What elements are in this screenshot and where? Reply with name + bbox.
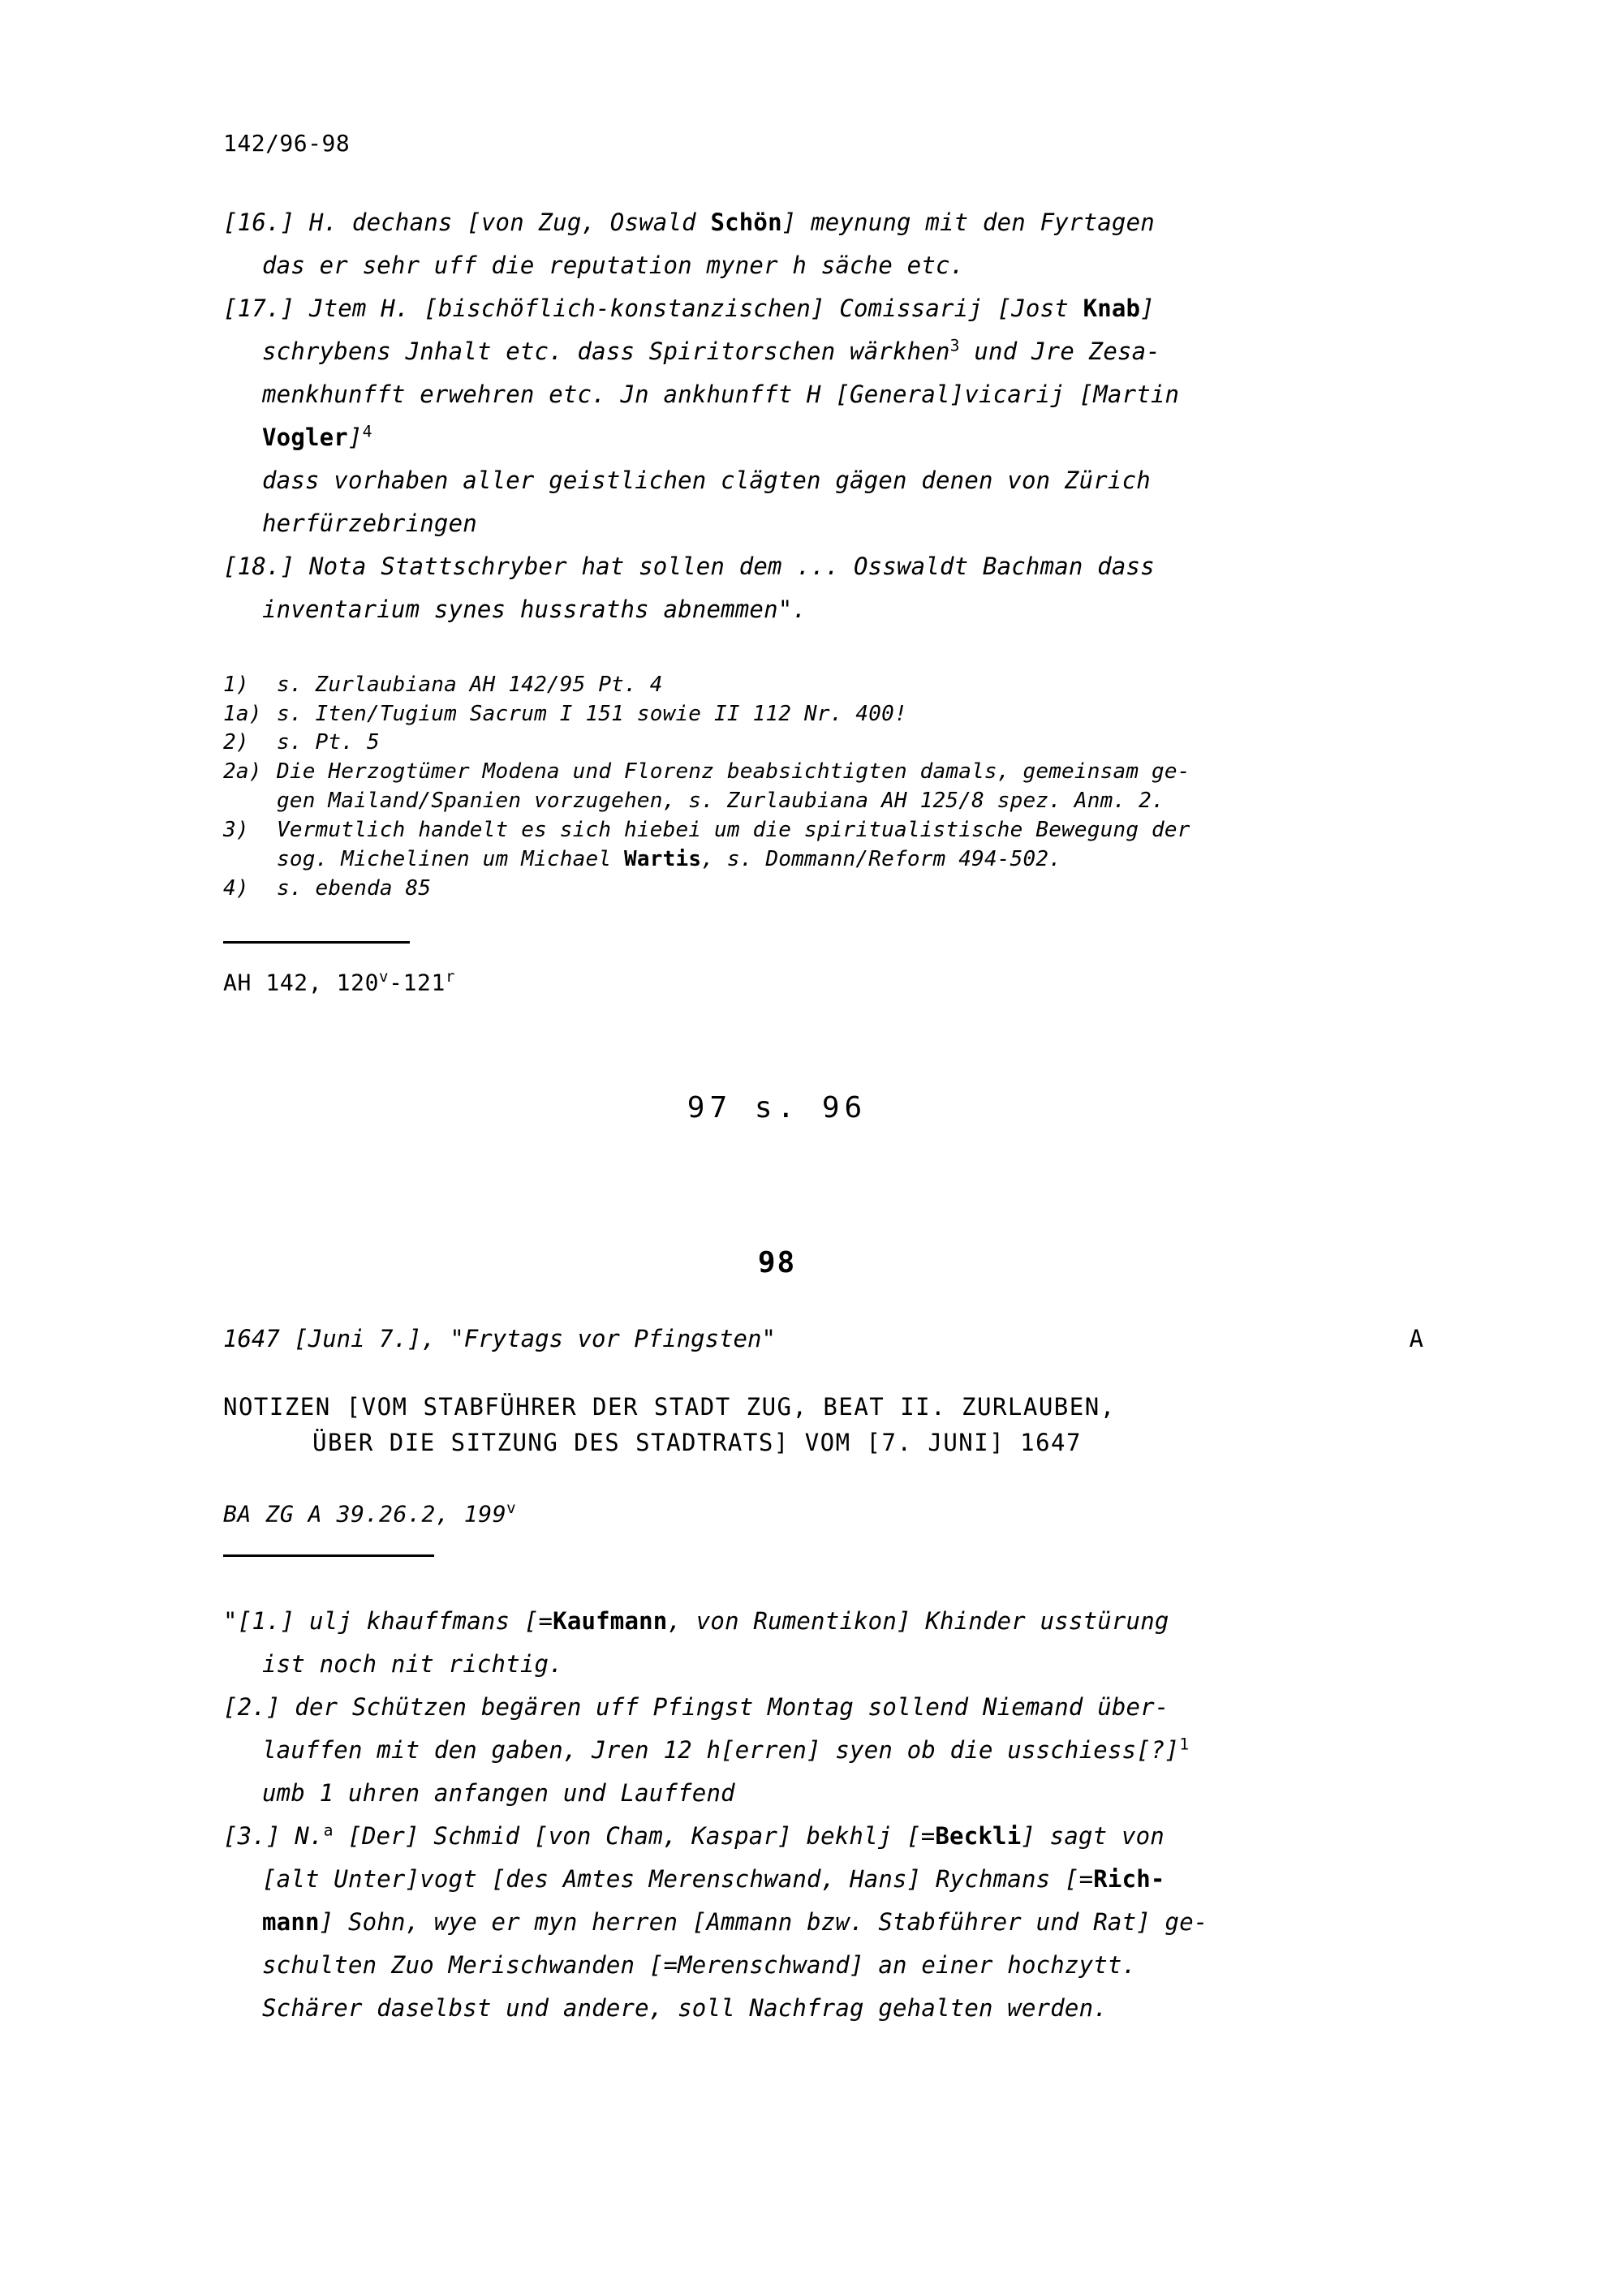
document-number: 98	[757, 1246, 797, 1280]
footnote-line	[223, 671, 1469, 700]
footnote-line	[223, 729, 1469, 758]
entry-line: [alt Unter]vogt [des Amtes Merenschwand, Hans] Rychmans [=Rich-	[262, 1865, 1165, 1894]
footnote-text: s. Pt. 5	[277, 730, 380, 755]
entry-line: dass vorhaben aller geistlichen clägten gägen denen von Zürich	[262, 466, 1151, 494]
footnote-block	[223, 671, 1469, 904]
entry-line: Vogler]$^4$	[262, 422, 372, 451]
regest-line-1: NOTIZEN [VOM STABFÜHRER DER STADT ZUG, BEAT II. ZURLAUBEN,	[223, 1393, 1116, 1421]
entry-line: [3.] N.$^a$ [Der] Schmid [von Cham, Kaspar] bekhlj [=Beckli] sagt von	[223, 1821, 1165, 1851]
entry-line: "[1.] ulj khauffmans [=Kaufmann, von Rumentikon] Khinder usstürung	[223, 1607, 1169, 1636]
entry-line: inventarium synes hussraths abnemmen".	[262, 595, 807, 623]
entry-line: Schärer daselbst und andere, soll Nachfrag gehalten werden.	[262, 1994, 1108, 2023]
entry-line: schulten Zuo Merischwanden [=Merenschwand] an einer hochzytt.	[262, 1951, 1137, 1980]
dateline-date: 1647 [Juni 7.], "Frytags vor Pfingsten"	[223, 1325, 776, 1353]
regest-line-2: ÜBER DIE SITZUNG DES STADTRATS] VOM [7. JUNI] 1647	[312, 1428, 1082, 1456]
entry-line: [18.] Nota Stattschryber hat sollen dem ... Osswaldt Bachman dass	[223, 552, 1155, 580]
footnote-text: s. ebenda 85	[277, 875, 432, 901]
footnote-number: 3)	[223, 818, 249, 843]
dateline	[223, 1325, 1424, 1352]
horizontal-rule-body	[223, 1554, 434, 1557]
page-header-folio: 142/96-98	[223, 130, 351, 157]
entries-bottom-block	[223, 1602, 1469, 2027]
entry-line: [16.] H. dechans [von Zug, Oswald Schön] meynung mit den Fyrtagen	[223, 209, 1155, 236]
dateline-version: A	[1409, 1325, 1424, 1353]
footnote-text: Die Herzogtümer Modena und Florenz beabsichtigten damals, gemeinsam ge-	[277, 759, 1190, 785]
footnote-line	[223, 845, 1469, 875]
footnote-text: Vermutlich handelt es sich hiebei um die spiritualistische Bewegung der	[277, 818, 1190, 843]
footnote-line	[223, 758, 1469, 787]
footnote-line	[223, 700, 1469, 729]
entry-line: menkhunfft erwehren etc. Jn ankhunfft H [General]vicarij [Martin	[262, 380, 1180, 408]
archive-reference: BA ZG A 39.26.2, 199$^v$	[223, 1499, 517, 1528]
footnote-text: sog. Michelinen um Michael Wartis, s. Dommann/Reform 494-502.	[277, 846, 1062, 871]
entry-line: mann] Sohn, wye er myn herren [Ammann bzw. Stabführer und Rat] ge-	[262, 1908, 1208, 1937]
entry-line: das er sehr uff die reputation myner h säche etc.	[262, 251, 965, 279]
footnote-line	[223, 787, 1469, 816]
regest-title	[223, 1390, 1469, 1460]
entry-line: lauffen mit den gaben, Jren 12 h[erren] syen ob die usschiess[?]$^1$	[262, 1735, 1190, 1765]
footnote-text: s. Zurlaubiana AH 142/95 Pt. 4	[277, 672, 663, 697]
entry-line: schrybens Jnhalt etc. dass Spiritorschen wärkhen$^3$ und Jre Zesa-	[262, 336, 1160, 365]
entry-line: [17.] Jtem H. [bischöflich-konstanzischen] Comissarij [Jost Knab]	[223, 294, 1155, 322]
footnote-line	[223, 816, 1469, 845]
horizontal-rule-source	[223, 941, 410, 944]
footnote-number: 2)	[223, 730, 249, 755]
source-reference: AH 142, 120$^v$-121$^r$	[223, 967, 456, 996]
footnote-number: 1)	[223, 672, 249, 697]
entry-line: ist noch nit richtig.	[262, 1650, 563, 1679]
footnote-number: 2a)	[223, 759, 262, 785]
cross-reference: 97 s. 96	[687, 1091, 867, 1125]
entries-top-block	[223, 204, 1469, 629]
footnote-number: 4)	[223, 875, 249, 901]
entry-line: umb 1 uhren anfangen und Lauffend	[262, 1779, 735, 1808]
entry-line: herfürzebringen	[262, 509, 477, 537]
footnote-line	[223, 875, 1469, 904]
entry-line: [2.] der Schützen begären uff Pfingst Montag sollend Niemand über-	[223, 1693, 1169, 1722]
footnote-text: s. Iten/Tugium Sacrum I 151 sowie II 112 Nr. 400!	[277, 701, 907, 726]
footnote-text: gen Mailand/Spanien vorzugehen, s. Zurlaubiana AH 125/8 spez. Anm. 2.	[277, 789, 1165, 814]
footnote-number: 1a)	[223, 701, 262, 726]
